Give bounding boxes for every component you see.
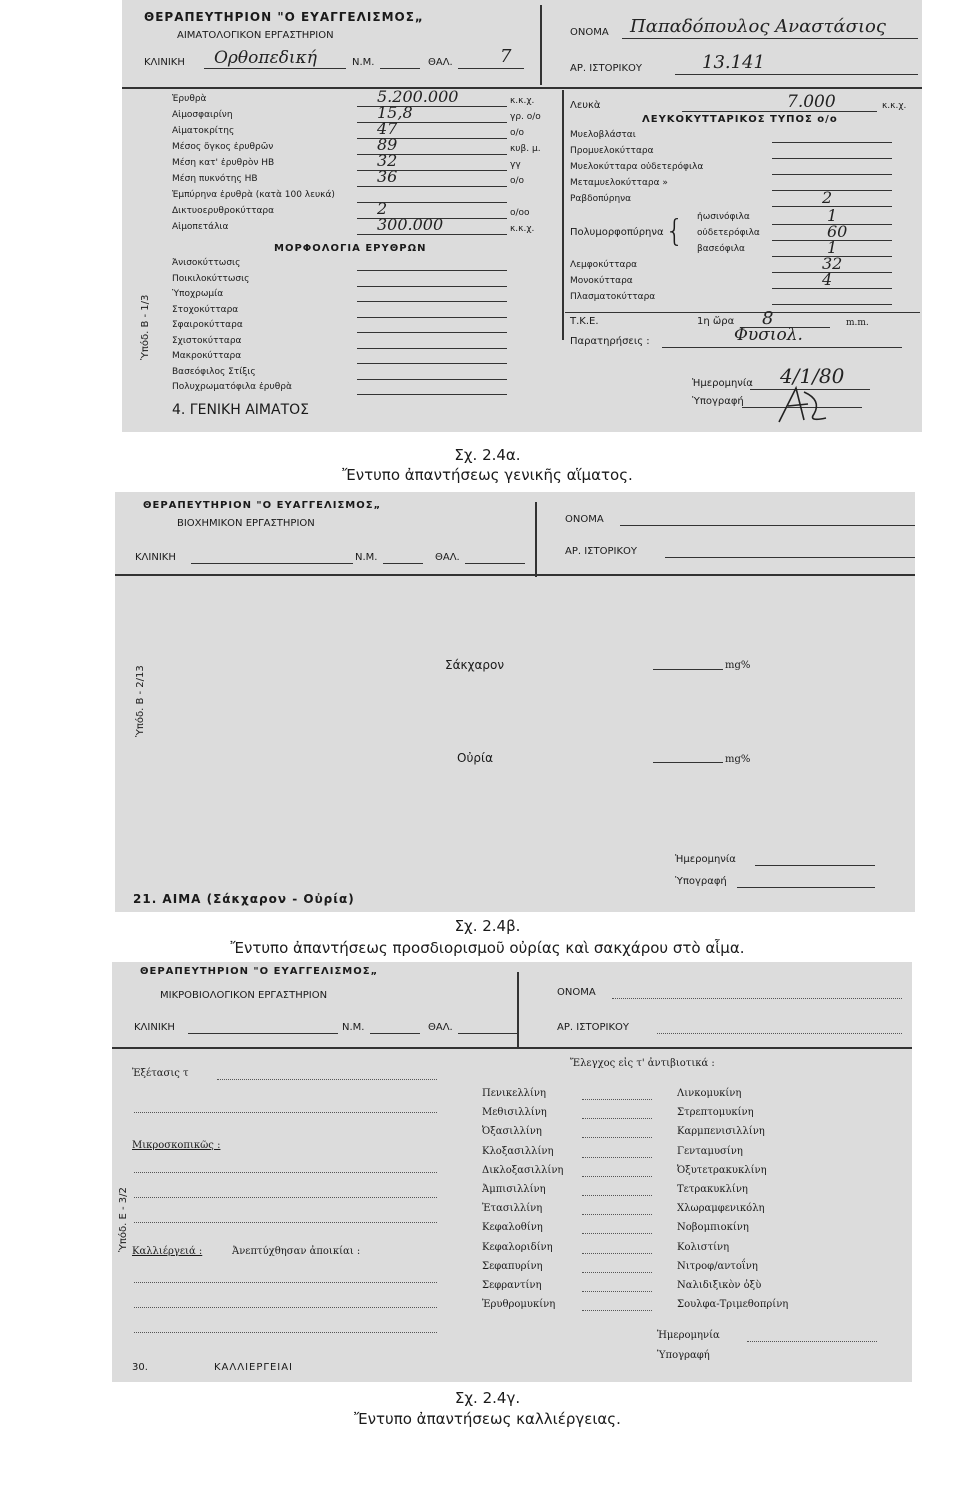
antibiotic-label: Ἐτασιλλίνη <box>482 1203 543 1215</box>
antibiotic-label: Ἀμπισιλλίνη <box>482 1184 546 1195</box>
wbc-type-label: Λεμφοκύτταρα <box>570 260 638 270</box>
morphology-label: Ποικιλοκύττωσις <box>172 273 250 284</box>
blood-param-unit: κ.κ.χ. <box>510 224 535 234</box>
antibiotic-label: Μεθισιλλίνη <box>482 1107 547 1119</box>
form-a-name-value: Παπαδόπουλος Αναστάσιος <box>630 16 886 37</box>
blood-param-value: 300.000 <box>377 215 444 234</box>
form-c-clinic-label: ΚΛΙΝΙΚΗ <box>134 1022 175 1033</box>
form-b-clinic-label: ΚΛΙΝΙΚΗ <box>135 552 176 563</box>
form-c-micro-label: Μικροσκοπικῶς : <box>132 1140 221 1151</box>
antibiotic-dots <box>582 1253 652 1254</box>
antibiotic-dots <box>582 1272 652 1273</box>
form-c-culture-label: Καλλιέργειά : <box>132 1246 203 1257</box>
antibiotic-label: Ναλιδιξικὸν ὀξὺ <box>677 1280 762 1291</box>
form-b-sugar-unit: mg% <box>725 660 751 671</box>
form-a-code: Ὑπόδ. Β - 1/3 <box>140 294 151 360</box>
wbc-type-value: 4 <box>822 270 833 289</box>
wbc-type-line <box>772 174 892 175</box>
form-b-thal-label: ΘΑΛ. <box>435 552 460 563</box>
wbc-type-line <box>772 304 892 305</box>
form-a-notes-label: Παρατηρήσεις : <box>570 336 650 347</box>
blood-param-value: 47 <box>377 119 398 138</box>
antibiotic-label: Κλοξασιλλίνη <box>482 1145 554 1157</box>
wbc-type-line <box>772 158 892 159</box>
form-a-thal-label: ΘΑΛ. <box>428 57 453 68</box>
antibiotic-dots <box>582 1291 652 1292</box>
antibiotic-label: Δικλοξασιλλίνη <box>482 1164 564 1176</box>
form-a-thal-value: 7 <box>500 46 512 67</box>
wbc-type-label: Μυελοβλάσται <box>570 130 636 140</box>
antibiotic-dots <box>582 1118 652 1119</box>
antibiotic-label: Κεφαλοριδίνη <box>482 1241 553 1253</box>
morphology-line <box>357 270 507 271</box>
morphology-label: Στοχοκύτταρα <box>172 304 239 315</box>
form-a-sign-label: Ὑπογραφή <box>692 396 744 407</box>
antibiotic-label: Γενταμυσίνη <box>677 1145 743 1157</box>
antibiotic-label: Ὀξυτετρακυκλίνη <box>677 1164 767 1176</box>
morphology-line <box>357 301 507 302</box>
antibiotic-dots <box>582 1195 652 1196</box>
morphology-label: Ἀνισοκύττωσις <box>172 258 241 268</box>
morphology-line <box>357 317 507 318</box>
caption-b-number: Σχ. 2.4β. <box>454 917 521 935</box>
blood-param-unit: ο/ο <box>510 176 525 186</box>
form-c-antibiotics-title: Ἔλεγχος εἰς τ' ἀντιβιοτικά : <box>570 1058 715 1069</box>
caption-b-text: Ἔντυπο ἀπαντήσεως προσδιορισμοῦ οὐρίας καὶ σακχάρου στὸ αἷμα. <box>230 939 745 957</box>
form-c-footer: ΚΑΛΛΙΕΡΓΕΙΑΙ <box>214 1362 294 1373</box>
antibiotic-dots <box>582 1137 652 1138</box>
antibiotic-label: Κεφαλοθίνη <box>482 1222 543 1234</box>
poly-type-label: οὐδετερόφιλα <box>697 228 760 238</box>
form-culture <box>112 962 912 1382</box>
antibiotic-dots <box>582 1214 652 1215</box>
form-a-notes-value: Φυσιολ. <box>734 325 803 345</box>
blood-param-label: Δικτυοερυθροκύτταρα <box>172 206 275 216</box>
antibiotic-label: Σεφαπυρίνη <box>482 1260 543 1272</box>
form-a-tke-value: 8 <box>762 308 774 329</box>
form-a-record-label: ΑΡ. ΙΣΤΟΡΙΚΟΥ <box>570 63 642 74</box>
antibiotic-dots <box>582 1157 652 1158</box>
form-a-footer: 4. ΓΕΝΙΚΗ ΑΙΜΑΤΟΣ <box>172 402 309 418</box>
blood-param-unit: ο/ο <box>510 128 525 138</box>
signature-icon <box>774 382 834 428</box>
morphology-label: Σχιστοκύτταρα <box>172 335 242 346</box>
form-a-record-value: 13.141 <box>702 52 765 73</box>
poly-type-value: 1 <box>827 238 838 257</box>
form-c-footer-num: 30. <box>132 1362 148 1373</box>
antibiotic-label: Τετρακυκλίνη <box>677 1184 748 1195</box>
form-b-footer: 21. ΑΙΜΑ (Σάκχαρον - Οὐρία) <box>133 892 355 906</box>
blood-param-unit: γγ <box>510 160 521 170</box>
poly-type-value: 60 <box>827 222 848 241</box>
form-b-name-label: ΟΝΟΜΑ <box>565 514 604 525</box>
blood-param-label: Ἐμπύρηνα ἐρυθρὰ (κατὰ 100 λευκά) <box>172 190 335 200</box>
morphology-line <box>357 348 507 349</box>
wbc-type-label: Προμυελοκύτταρα <box>570 146 654 156</box>
brace-icon: { <box>665 214 685 249</box>
form-c-code: Ὑπόδ. Ε - 3/2 <box>118 1187 129 1252</box>
antibiotic-dots <box>582 1233 652 1234</box>
morphology-label: Μακροκύτταρα <box>172 351 242 361</box>
form-a-hospital: ΘΕΡΑΠΕΥΤΗΡΙΟΝ "Ο ΕΥΑΓΓΕΛΙΣΜΟΣ„ <box>144 10 424 24</box>
form-b-lab: ΒΙΟΧΗΜΙΚΟΝ ΕΡΓΑΣΤΗΡΙΟΝ <box>177 518 315 529</box>
form-a-poly-label: Πολυμορφοπύρηνα <box>570 227 664 238</box>
blood-param-value: 5.200.000 <box>377 87 459 106</box>
antibiotic-dots <box>582 1099 652 1100</box>
morphology-label: Πολυχρωματόφιλα ἐρυθρὰ <box>172 382 292 392</box>
morphology-line <box>357 363 507 364</box>
form-a-tke-label: Τ.Κ.Ε. <box>570 316 599 327</box>
blood-param-value: 32 <box>377 151 398 170</box>
blood-param-unit: κ.κ.χ. <box>510 96 535 106</box>
form-a-tke-hour: 1η ὥρα <box>697 316 735 327</box>
antibiotic-label: Στρεπτομυκίνη <box>677 1107 754 1119</box>
caption-a-text: Ἔντυπο ἀπαντήσεως γενικῆς αἵματος. <box>342 466 633 484</box>
antibiotic-label: Χλωραμφενικόλη <box>677 1203 765 1215</box>
form-a-date-value: 4/1/80 <box>780 364 845 388</box>
form-c-date-label: Ἡμερομηνία <box>657 1330 720 1341</box>
form-b-urea-unit: mg% <box>725 754 751 765</box>
blood-param-label: Ἐρυθρὰ <box>172 94 207 104</box>
caption-a-number: Σχ. 2.4α. <box>454 446 521 464</box>
blood-param-value: 89 <box>377 135 398 154</box>
form-a-clinic-label: ΚΛΙΝΙΚΗ <box>144 57 185 68</box>
blood-param-label: Μέση πυκνότης HB <box>172 174 258 184</box>
form-c-record-label: ΑΡ. ΙΣΤΟΡΙΚΟΥ <box>557 1022 629 1033</box>
form-a-wbc-unit: κ.κ.χ. <box>882 101 907 111</box>
wbc-type-value: 32 <box>822 254 843 273</box>
morphology-label: Σφαιροκύτταρα <box>172 320 243 330</box>
wbc-type-label: Πλασματοκύτταρα <box>570 292 656 302</box>
blood-param-value: 36 <box>377 167 398 186</box>
blood-param-value: 2 <box>377 199 388 218</box>
blood-param-unit: ο/οο <box>510 208 530 218</box>
blood-param-unit: κυβ. μ. <box>510 144 541 154</box>
form-a-lab: ΑΙΜΑΤΟΛΟΓΙΚΟΝ ΕΡΓΑΣΤΗΡΙΟΝ <box>177 30 334 41</box>
form-b-sign-label: Ὑπογραφή <box>675 876 727 887</box>
antibiotic-dots <box>582 1176 652 1177</box>
form-sugar-urea <box>115 492 915 912</box>
form-a-name-label: ΟΝΟΜΑ <box>570 27 609 38</box>
blood-param-label: Αἱματοκρίτης <box>172 126 235 136</box>
form-general-blood <box>122 0 922 432</box>
antibiotic-label: Σεφραντίνη <box>482 1280 542 1291</box>
poly-type-value: 1 <box>827 206 838 225</box>
morphology-line <box>357 394 507 395</box>
blood-param-label: Μέση κατ' ἐρυθρὸν HB <box>172 158 275 168</box>
form-a-morph-title: ΜΟΡΦΟΛΟΓΙΑ ΕΡΥΘΡΩΝ <box>274 243 427 254</box>
antibiotic-label: Πενικελλίνη <box>482 1088 546 1099</box>
antibiotic-label: Καρμπενισιλλίνη <box>677 1126 765 1138</box>
antibiotic-label: Λινκομυκίνη <box>677 1088 742 1099</box>
form-c-colonies-label: Ἀνεπτύχθησαν ἀποικίαι : <box>232 1246 361 1257</box>
morphology-line <box>357 332 507 333</box>
blood-param-label: Αἱμοπετάλια <box>172 222 229 232</box>
morphology-label: Βασεόφιλος Στίξις <box>172 366 256 377</box>
poly-type-label: ἠωσινόφιλα <box>697 212 750 222</box>
morphology-line <box>357 379 507 380</box>
caption-c-number: Σχ. 2.4γ. <box>454 1389 521 1407</box>
form-c-exam-label: Ἐξέτασις τ <box>132 1068 189 1079</box>
morphology-label: Ὑποχρωμία <box>172 289 224 299</box>
form-b-record-label: ΑΡ. ΙΣΤΟΡΙΚΟΥ <box>565 546 637 557</box>
morphology-line <box>357 286 507 287</box>
wbc-type-label: Μονοκύτταρα <box>570 276 633 286</box>
form-a-wbc-label: Λευκὰ <box>570 100 601 111</box>
blood-param-line <box>357 234 507 235</box>
form-a-formula-title: ΛΕΥΚΟΚΥΤΤΑΡΙΚΟΣ ΤΥΠΟΣ ο/ο <box>642 114 838 125</box>
caption-c-text: Ἔντυπο ἀπαντήσεως καλλιέργειας. <box>354 1410 621 1428</box>
form-b-date-label: Ἡμερομηνία <box>675 854 736 865</box>
form-a-nm-label: Ν.Μ. <box>352 57 375 68</box>
form-c-name-label: ΟΝΟΜΑ <box>557 987 596 998</box>
wbc-type-label: Ραβδοπύρηνα <box>570 194 632 204</box>
form-b-nm-label: Ν.Μ. <box>355 552 378 563</box>
antibiotic-dots <box>582 1310 652 1311</box>
form-a-tke-unit: m.m. <box>846 318 869 328</box>
form-b-urea-label: Οὐρία <box>457 751 493 765</box>
form-c-nm-label: Ν.Μ. <box>342 1022 365 1033</box>
blood-param-unit: γρ. ο/ο <box>510 112 541 122</box>
poly-type-label: βασεόφιλα <box>697 244 745 254</box>
form-b-code: Ὑπόδ. Β - 2/13 <box>135 665 146 737</box>
form-b-sugar-label: Σάκχαρον <box>445 658 505 672</box>
antibiotic-label: Ὀξασιλλίνη <box>482 1126 542 1138</box>
blood-param-line <box>357 186 507 187</box>
blood-param-label: Αἱμοσφαιρίνη <box>172 110 233 120</box>
form-a-date-label: Ἡμερομηνία <box>692 378 753 389</box>
form-c-lab: ΜΙΚΡΟΒΙΟΛΟΓΙΚΟΝ ΕΡΓΑΣΤΗΡΙΟΝ <box>160 990 328 1001</box>
form-c-hospital: ΘΕΡΑΠΕΥΤΗΡΙΟΝ "Ο ΕΥΑΓΓΕΛΙΣΜΟΣ„ <box>140 966 379 977</box>
wbc-type-label: Μεταμυελοκύτταρα » <box>570 178 668 188</box>
blood-param-value: 15,8 <box>377 103 413 122</box>
form-a-clinic-value: Ορθοπεδική <box>214 48 317 68</box>
wbc-type-value: 2 <box>822 188 833 207</box>
form-c-sign-label: Ὑπογραφή <box>657 1350 710 1361</box>
antibiotic-label: Νοβομπιοκίνη <box>677 1222 749 1234</box>
antibiotic-label: Κολιστίνη <box>677 1241 730 1253</box>
wbc-type-line <box>772 142 892 143</box>
form-c-thal-label: ΘΑΛ. <box>428 1022 453 1033</box>
form-a-wbc-value: 7.000 <box>787 92 836 112</box>
wbc-type-label: Μυελοκύτταρα οὐδετερόφιλα <box>570 162 704 172</box>
antibiotic-label: Ἐρυθρομυκίνη <box>482 1299 556 1311</box>
antibiotic-label: Σουλφα-Τριμεθοπρίνη <box>677 1299 789 1311</box>
blood-param-label: Μέσος ὄγκος ἐρυθρῶν <box>172 142 274 152</box>
antibiotic-label: Νιτροφ/αντοΐνη <box>677 1260 758 1272</box>
form-b-hospital: ΘΕΡΑΠΕΥΤΗΡΙΟΝ "Ο ΕΥΑΓΓΕΛΙΣΜΟΣ„ <box>143 500 382 511</box>
